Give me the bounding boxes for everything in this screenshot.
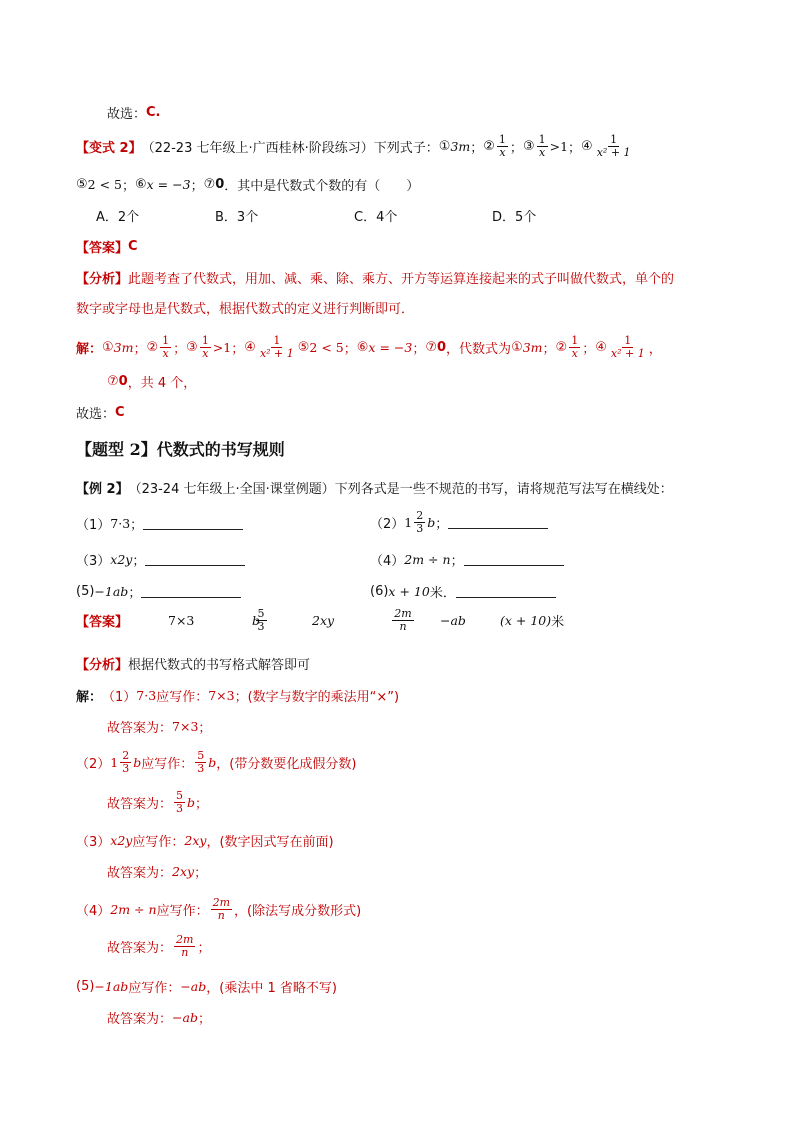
step-number: (5)	[76, 979, 95, 994]
choose-answer-line-2	[76, 403, 125, 422]
sep: ；	[197, 940, 211, 956]
circle-5: ⑤	[297, 339, 310, 355]
item-number: （3）	[76, 554, 111, 569]
mixed-frac: $\frac{2}{3}$	[416, 509, 424, 535]
option-a[interactable]: A．2个	[96, 210, 140, 225]
step-expr: 7·3	[136, 688, 157, 703]
answer-line-2	[76, 608, 564, 632]
circle-4: ④	[581, 138, 593, 154]
step-note: ，(除法写成分数形式)	[234, 903, 362, 919]
sol2-ans-5	[107, 1008, 211, 1027]
circle-7: ⑦	[425, 339, 437, 355]
circle-1: ①	[511, 339, 523, 355]
circle-1: ①	[102, 339, 114, 355]
answer-value: C	[128, 239, 138, 254]
sep: ；	[197, 1012, 211, 1027]
step-answer: 7×3	[208, 688, 235, 703]
step-number: （4）	[76, 903, 111, 919]
sol2-ans-3	[107, 862, 207, 881]
solution-line-1	[76, 335, 662, 359]
item-5	[76, 582, 241, 601]
item-number: (6)	[370, 584, 389, 599]
item-number: (5)	[76, 584, 95, 599]
choose-value: C.	[146, 105, 161, 120]
analysis-text: 根据代数式的书写格式解答即可	[128, 658, 311, 673]
sep: ；	[198, 721, 212, 736]
item-number: （2）	[370, 516, 405, 532]
answer-item-5: −ab	[440, 612, 466, 628]
sol2-line-5	[76, 977, 337, 996]
item-3	[76, 550, 245, 569]
sep: ；	[231, 341, 245, 357]
analysis2-line	[76, 654, 310, 673]
frac-1-over-x2p1: $\frac{1}{\text{x² + 1}}$	[596, 133, 631, 159]
solution-end: ，	[648, 341, 662, 357]
variant-tail: ．其中是代数式个数的有（ ）	[224, 179, 420, 194]
item-var: b	[427, 514, 436, 530]
sep: ；	[582, 341, 596, 357]
sep: ；	[343, 341, 357, 357]
ans-label: 故答案为：	[107, 866, 173, 881]
variant-question-line1	[76, 134, 635, 158]
item-expr: −1ab	[94, 584, 129, 599]
frac-1-over-x: $\frac{1}{x}$	[498, 133, 506, 159]
ans-label: 故答案为：	[107, 1012, 173, 1027]
item-number: （1）	[76, 518, 111, 533]
sep: ；	[133, 341, 147, 357]
step-answer-frac: $\frac{2m}{n}$	[212, 896, 231, 922]
ans-frac: $\frac{2m}{n}$	[176, 933, 194, 959]
analysis-tag: 【分析】	[76, 658, 129, 673]
sep: ；	[132, 554, 146, 569]
circle-3: ③	[186, 339, 198, 355]
answer-item-2-var: b	[252, 612, 261, 628]
sep: ；	[128, 586, 142, 601]
circle-7: ⑦	[107, 374, 119, 389]
sep: ；	[130, 518, 144, 533]
item-6	[370, 582, 556, 601]
step-expr: −1ab	[94, 979, 129, 994]
step-answer-var: b	[208, 754, 217, 770]
analysis-tag: 【分析】	[76, 272, 129, 287]
item-expr: x + 10	[388, 584, 430, 599]
gt-one: >1	[549, 138, 569, 154]
circle-6: ⑥	[356, 339, 369, 355]
item-expr: x2y	[110, 552, 133, 567]
answer-blank[interactable]	[456, 585, 556, 598]
item-expr: 7·3	[110, 516, 131, 531]
answer-blank[interactable]	[141, 585, 241, 598]
frac-1-over-x-b: $\frac{1}{x}$	[201, 334, 209, 360]
answer-tag: 【答案】	[76, 241, 129, 256]
sol2-ans-1	[107, 717, 211, 736]
sep: ；	[195, 796, 209, 812]
solution-label: 解：	[76, 690, 103, 705]
step-write: 应写作：	[128, 981, 181, 996]
option-b[interactable]: B．3个	[215, 210, 259, 225]
option-c[interactable]: C．4个	[354, 210, 398, 225]
answer-blank[interactable]	[143, 517, 243, 530]
sol2-line-1	[76, 686, 399, 705]
example-text: 下列各式是一些不规范的书写，请将规范写法写在横线处：	[334, 482, 673, 497]
variant-question-line2	[76, 175, 419, 194]
answer-item-4: $\frac{2m}{n}$	[394, 607, 412, 633]
expr-x-eq: x = −3	[368, 339, 413, 355]
expr-3m: 3m	[522, 339, 543, 355]
step-expr: x2y	[110, 833, 133, 848]
item-expr: 2m ÷ n	[404, 552, 451, 567]
answer-item-1: 7×3	[168, 612, 195, 628]
step-number: （2）	[76, 756, 111, 772]
step-write: 应写作：	[156, 903, 209, 919]
gt-one: >1	[212, 339, 232, 355]
step-note: ；(数字与数字的乘法用“×”)	[234, 690, 400, 705]
solution-line-2	[107, 372, 196, 391]
expr-2lt5: 2 < 5	[309, 339, 344, 355]
example-line	[76, 478, 673, 497]
item-number: （4）	[370, 554, 405, 569]
step-note: ，(带分数要化成假分数)	[216, 756, 357, 772]
sep: ；	[509, 140, 523, 156]
circle-4: ④	[244, 339, 256, 355]
sol2-line-2	[76, 750, 356, 774]
step-answer: −ab	[180, 979, 207, 994]
sep: ；	[450, 554, 464, 569]
circle-5: ⑤	[76, 177, 88, 192]
expr-zero: 0	[215, 177, 225, 192]
analysis-text-1: 此题考查了代数式，用加、减、乘、除、乘方、开方等运算连接起来的式子叫做代数式，单个的	[128, 272, 675, 287]
item-1	[76, 514, 243, 533]
item-unit: 米．	[429, 586, 456, 601]
example-tag: 【例 2】	[76, 482, 129, 497]
section-title: 【题型 2】代数式的书写规则	[76, 440, 285, 459]
expr-x-eq: x = −3	[146, 177, 191, 192]
answer-blank[interactable]	[464, 553, 564, 566]
solution-mid: ，代数式为	[446, 341, 512, 357]
circle-4: ④	[595, 339, 607, 355]
circle-2: ②	[483, 138, 495, 154]
expr-zero: 0	[118, 374, 128, 389]
sep: ；	[435, 516, 449, 532]
choose-value: C	[115, 405, 125, 420]
solution-total: ，共 4 个，	[127, 376, 197, 391]
ans-label: 故答案为：	[107, 796, 173, 812]
ans-value: 7×3	[172, 719, 199, 734]
step-write: 应写作：	[141, 756, 194, 772]
sep: ；	[173, 341, 187, 357]
sep: ；	[190, 179, 204, 194]
analysis-line-1	[76, 268, 674, 287]
variant-source: （22-23 七年级上·广西桂林·阶段练习）	[141, 140, 374, 156]
mixed-whole: 1	[404, 514, 413, 530]
frac-1-over-x2p1: $\frac{1}{\text{x² + 1}}$	[259, 334, 294, 360]
sep: ；	[542, 341, 556, 357]
ans-label: 故答案为：	[107, 940, 173, 956]
expr-2lt5: 2 < 5	[87, 177, 122, 192]
step-number: （1）	[102, 690, 137, 705]
frac-1-over-x-b: $\frac{1}{x}$	[538, 133, 546, 159]
option-d[interactable]: D．5个	[492, 210, 537, 225]
answer-blank[interactable]	[448, 516, 548, 529]
mixed-frac: $\frac{2}{3}$	[122, 749, 130, 775]
item-2	[370, 510, 548, 534]
sep: ；	[470, 140, 484, 156]
answer-item-6-unit: 米	[551, 614, 565, 630]
solution-label: 解：	[76, 341, 103, 357]
choose-label: 故选：	[107, 107, 147, 122]
ans-var: b	[187, 794, 196, 810]
variant-stem: 下列式子：	[373, 140, 439, 156]
mixed-whole: 1	[110, 754, 119, 770]
circle-1: ①	[438, 138, 451, 154]
item-4	[370, 550, 564, 569]
sol2-ans-2	[107, 790, 208, 814]
answer-blank[interactable]	[145, 553, 245, 566]
answer-item-6: (x + 10)	[500, 612, 552, 628]
answer-item-2: $\frac{5}{3}$	[257, 607, 265, 633]
example-source: （23-24 七年级上·全国·课堂例题）	[128, 482, 335, 497]
step-note: ，(数字因式写在前面)	[206, 835, 334, 850]
analysis-text-2: 数字或字母也是代数式，根据代数式的定义进行判断即可．	[76, 302, 415, 317]
analysis-line-2	[76, 298, 414, 317]
circle-6: ⑥	[135, 177, 147, 192]
sep: ；	[121, 179, 135, 194]
step-answer: 2xy	[184, 833, 207, 848]
sep: ；	[568, 140, 582, 156]
sol2-line-3	[76, 831, 334, 850]
choose-answer-line	[107, 103, 161, 122]
step-answer-frac: $\frac{5}{3}$	[197, 749, 205, 775]
step-note: ，(乘法中 1 省略不写)	[206, 981, 337, 996]
choose-label: 故选：	[76, 407, 116, 422]
step-write: 应写作：	[132, 835, 185, 850]
step-number: （3）	[76, 835, 111, 850]
variant-tag: 【变式 2】	[76, 140, 142, 156]
ans-frac: $\frac{5}{3}$	[176, 789, 184, 815]
sol2-ans-4	[107, 934, 210, 958]
expr-3m: 3m	[113, 339, 134, 355]
answer-tag: 【答案】	[76, 614, 129, 630]
circle-2: ②	[555, 339, 568, 355]
circle-7: ⑦	[203, 177, 216, 192]
sep: ；	[194, 866, 208, 881]
step-var: b	[133, 754, 142, 770]
ans-value: −ab	[172, 1010, 198, 1025]
expr-3m: 3m	[450, 138, 471, 154]
circle-3: ③	[522, 138, 535, 154]
ans-value: 2xy	[172, 864, 195, 879]
frac-1-over-x: $\frac{1}{x}$	[162, 334, 170, 360]
step-write: 应写作：	[156, 690, 209, 705]
sol2-line-4	[76, 897, 361, 921]
step-expr: 2m ÷ n	[110, 901, 157, 917]
answer-item-3: 2xy	[312, 612, 335, 628]
frac-1-over-x: $\frac{1}{x}$	[571, 334, 579, 360]
answer-line-1	[76, 237, 138, 256]
sep: ；	[412, 341, 426, 357]
circle-2: ②	[146, 339, 159, 355]
frac-1-over-x2p1: $\frac{1}{\text{x² + 1}}$	[610, 334, 645, 360]
ans-label: 故答案为：	[107, 721, 173, 736]
expr-zero: 0	[437, 339, 447, 355]
